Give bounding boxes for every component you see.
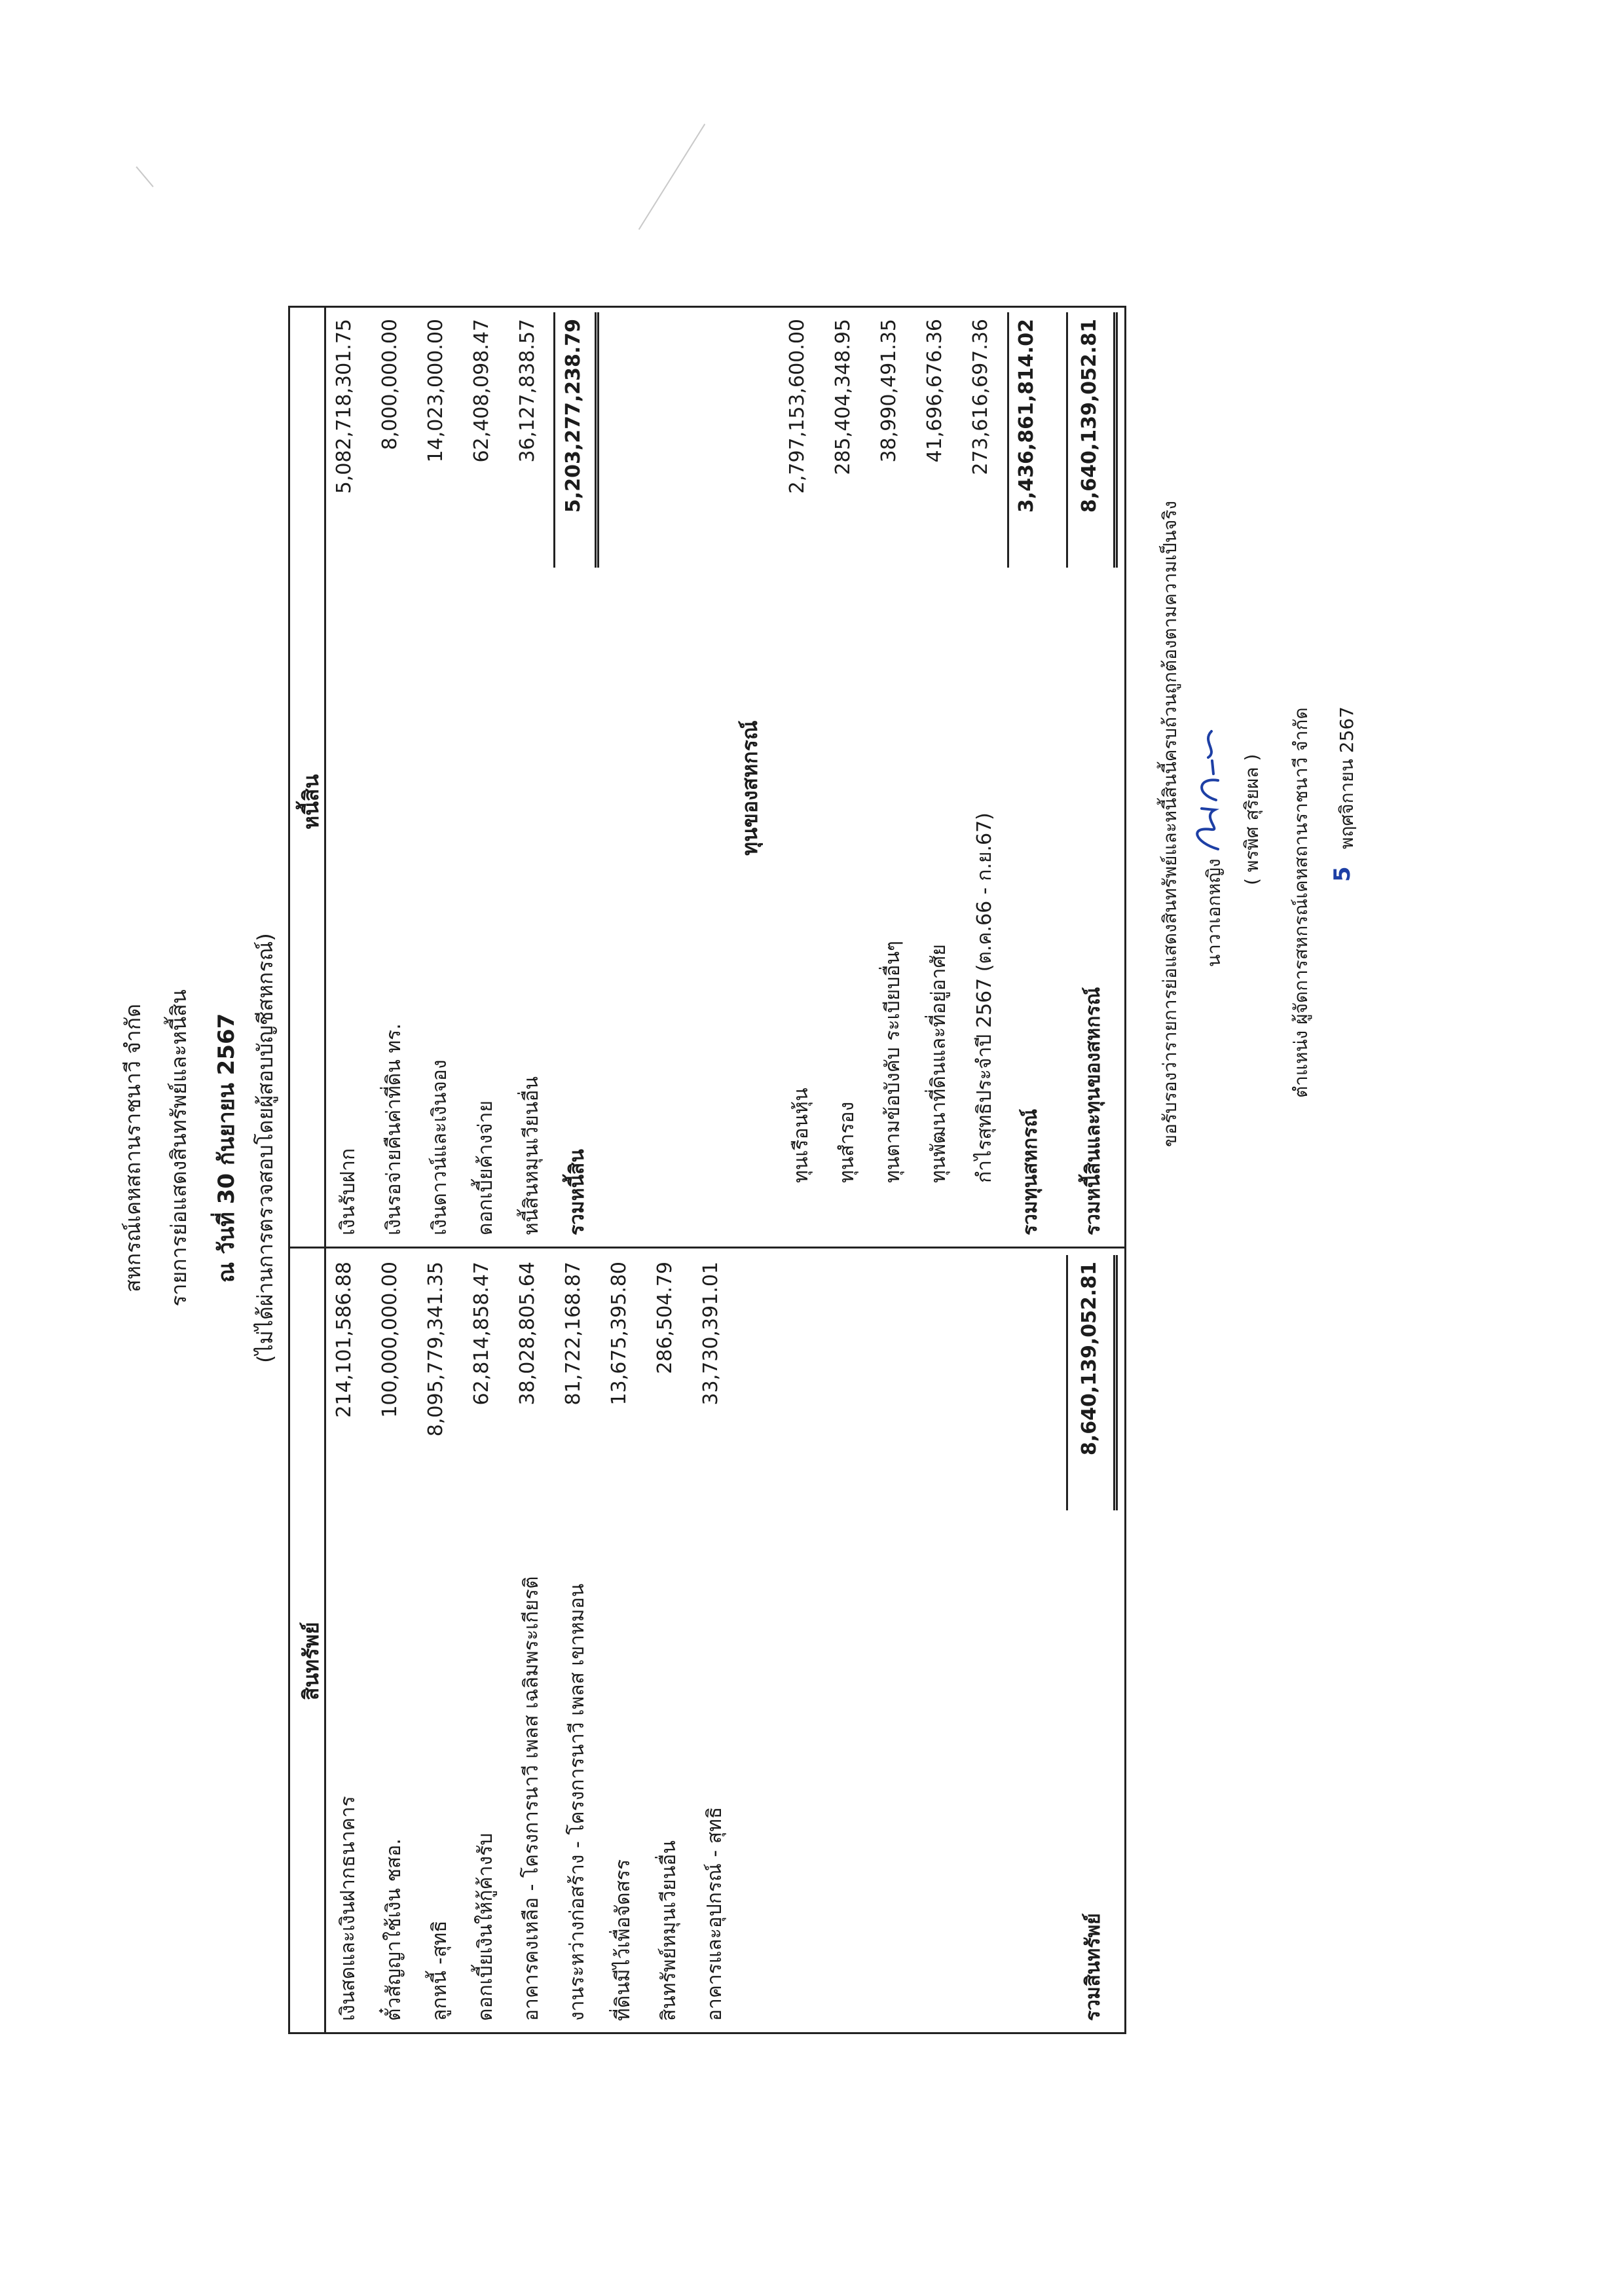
signer-prefix: นาวาเอกหญิง xyxy=(1203,858,1225,967)
liabilities-total-double-rule xyxy=(595,312,599,568)
liability-value: 36,127,838.57 xyxy=(516,319,539,463)
equity-heading: ทุนของสหกรณ์ xyxy=(737,720,762,856)
assets-total-double-rule xyxy=(1113,1255,1118,1510)
asset-label: อาคารและอุปกรณ์ - สุทธิ xyxy=(703,1806,726,2021)
assets-total-value: 8,640,139,052.81 xyxy=(1078,1262,1101,1456)
liability-label: เงินรับฝาก xyxy=(337,1148,360,1235)
asset-label: ที่ดินมีไว้เพื่อจัดสรร xyxy=(612,1859,635,2021)
asset-value: 13,675,395.80 xyxy=(608,1262,631,1406)
signer-name: ( พรพิศ สุริยผล ) xyxy=(1241,754,1263,885)
equity-label: ทุนตามข้อบังคับ ระเบียบอื่นๆ xyxy=(881,940,904,1183)
liability-label: เงินดาวน์และเงินจอง xyxy=(428,1059,451,1235)
equity-value: 2,797,153,600.00 xyxy=(786,319,809,494)
equity-total-rule xyxy=(1007,312,1009,568)
asset-value: 38,028,805.64 xyxy=(516,1262,539,1406)
asset-label: สินทรัพย์หมุนเวียนอื่น xyxy=(657,1840,680,2021)
grand-total-rule xyxy=(1066,312,1068,568)
equity-value: 273,616,697.36 xyxy=(969,319,992,475)
equity-value: 41,696,676.36 xyxy=(923,319,946,463)
equity-label: ทุนพัฒนาที่ดินและที่อยู่อาศัย xyxy=(927,944,950,1183)
liabilities-heading: หนี้สิน xyxy=(299,774,323,829)
assets-total-rule xyxy=(1066,1255,1068,1510)
certification-text: ขอรับรองว่ารายการย่อแสดงสินทรัพย์และหนี้สินนี้ครบถ้วนถูกต้องตามความเป็นจริง xyxy=(1159,500,1181,1147)
liability-value: 8,000,000.00 xyxy=(378,319,401,450)
equity-label: ทุนสำรอง xyxy=(836,1101,858,1183)
report-title: รายการย่อแสดงสินทรัพย์และหนี้สิน xyxy=(166,989,191,1307)
asset-label: เงินสดและเงินฝากธนาคาร xyxy=(337,1796,360,2021)
asset-value: 33,730,391.01 xyxy=(699,1262,722,1406)
asset-label: ลูกหนี้ -สุทธิ xyxy=(428,1920,451,2021)
asset-label: งานระหว่างก่อสร้าง - โครงการนาวี เพลส เขาหมอน xyxy=(566,1583,589,2021)
org-name: สหกรณ์เคหสถานราชนาวี จำกัด xyxy=(120,1004,145,1292)
liability-value: 5,082,718,301.75 xyxy=(333,319,356,494)
asset-value: 214,101,586.88 xyxy=(333,1262,356,1418)
header-divider xyxy=(324,306,326,2034)
asset-label: ตั๋วสัญญาใช้เงิน ชสอ. xyxy=(382,1838,405,2021)
asset-value: 62,814,858.47 xyxy=(470,1262,493,1406)
liability-label: เงินรอจ่ายคืนค่าที่ดิน ทร. xyxy=(382,1023,405,1235)
liabilities-total-label: รวมหนี้สิน xyxy=(566,1149,589,1235)
grand-total-value: 8,640,139,052.81 xyxy=(1078,319,1101,513)
asset-value: 286,504.79 xyxy=(654,1262,676,1374)
asset-label: ดอกเบี้ยเงินให้กู้ค้างรับ xyxy=(474,1832,497,2021)
grand-total-label: รวมหนี้สินและทุนของสหกรณ์ xyxy=(1082,987,1105,1235)
asset-value: 100,000,000.00 xyxy=(378,1262,401,1418)
liability-label: หนี้สินหมุนเวียนอื่น xyxy=(520,1076,543,1235)
equity-value: 38,990,491.35 xyxy=(877,319,900,463)
liability-value: 14,023,000.00 xyxy=(424,319,447,463)
sign-date-day: 5 xyxy=(1329,866,1356,882)
balance-table xyxy=(288,306,1126,2034)
equity-value: 285,404,348.95 xyxy=(832,319,855,475)
asset-label: อาคารคงเหลือ - โครงการนาวี เพลส เฉลิมพระเกียรติ xyxy=(520,1576,543,2021)
equity-label: กำไรสุทธิประจำปี 2567 (ต.ค.66 - ก.ย.67) xyxy=(973,812,996,1183)
equity-total-label: รวมทุนสหกรณ์ xyxy=(1019,1108,1042,1235)
asset-value: 81,722,168.87 xyxy=(562,1262,585,1406)
liabilities-total-rule xyxy=(553,312,555,568)
equity-total-value: 3,436,861,814.02 xyxy=(1015,319,1038,513)
assets-total-label: รวมสินทรัพย์ xyxy=(1082,1913,1105,2021)
signer-position: ตำแหน่ง ผู้จัดการสหกรณ์เคหสถานราชนาวี จำกัด xyxy=(1290,707,1312,1098)
liabilities-total-value: 5,203,277,238.79 xyxy=(562,319,585,513)
liability-label: ดอกเบี้ยค้างจ่าย xyxy=(474,1100,497,1235)
column-divider xyxy=(288,1247,1126,1248)
grand-total-double-rule xyxy=(1113,312,1118,568)
sign-date-month-year: พฤศจิกายน 2567 xyxy=(1336,706,1357,849)
equity-label: ทุนเรือนหุ้น xyxy=(790,1087,813,1183)
liability-value: 62,408,098.47 xyxy=(470,319,493,463)
signature-image xyxy=(1182,725,1234,856)
report-note: (ไม่ได้ผ่านการตรวจสอบโดยผู้สอบบัญชีสหกรณ์) xyxy=(253,933,278,1363)
report-date: ณ วันที่ 30 กันยายน 2567 xyxy=(213,1013,240,1283)
assets-heading: สินทรัพย์ xyxy=(299,1622,323,1700)
asset-value: 8,095,779,341.35 xyxy=(424,1262,447,1437)
